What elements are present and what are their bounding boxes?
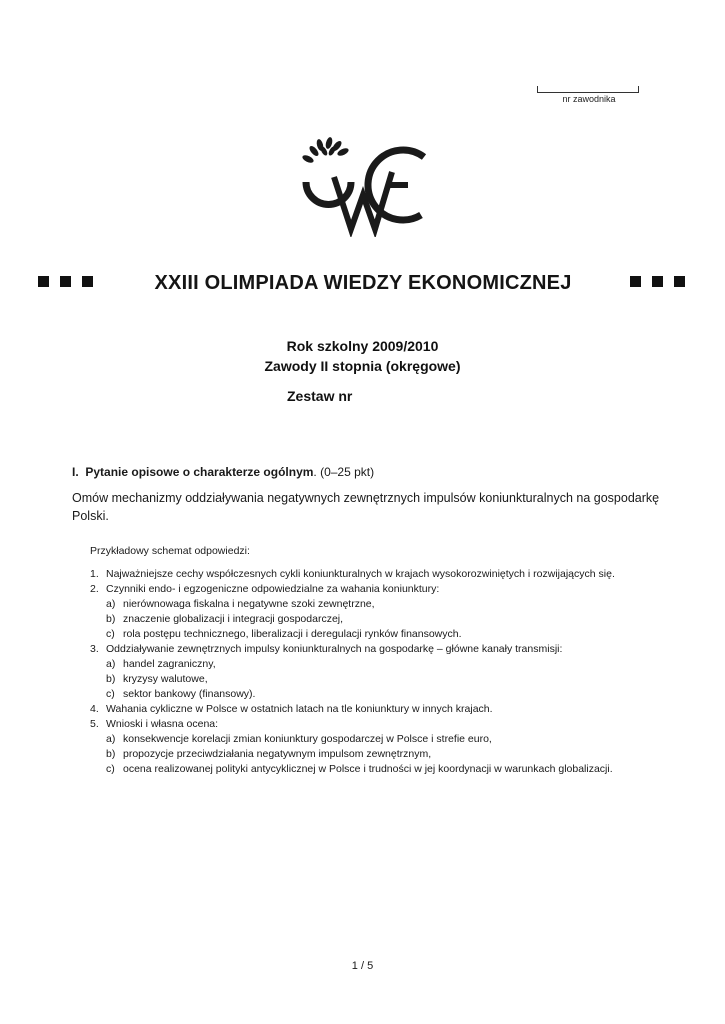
answer-schema-list — [90, 567, 690, 777]
question-heading — [72, 465, 374, 479]
sub-list-item — [90, 657, 690, 672]
question-points: . (0–25 pkt) — [313, 465, 375, 479]
sub-list-item — [90, 597, 690, 612]
competition-stage: Zawody II stopnia (okręgowe) — [264, 358, 461, 374]
title-row — [38, 272, 688, 300]
sub-item-letter: b) — [106, 673, 116, 685]
list-item-text: Wahania cykliczne w Polsce w ostatnich latach na tle koniunktury w innych krajach. — [106, 703, 493, 715]
sub-list-item — [90, 732, 690, 747]
sub-list-item — [90, 672, 690, 687]
sub-item-letter: b) — [106, 748, 116, 760]
page-title: XXIII OLIMPIADA WIEDZY EKONOMICZNEJ — [154, 272, 572, 294]
question-number: I. — [72, 465, 79, 479]
list-item — [90, 567, 690, 582]
decor-square-icon — [652, 276, 663, 287]
sub-list-item — [90, 687, 690, 702]
sub-item-letter: a) — [106, 658, 116, 670]
list-item-text: Najważniejsze cechy współczesnych cykli koniunkturalnych w krajach wysokorozwiniętych i rozwijających się. — [106, 568, 615, 580]
set-number-label: Zestaw nr — [287, 388, 353, 404]
list-item-number: 2. — [90, 583, 99, 595]
competitor-number-box — [537, 86, 639, 93]
schema-label: Przykładowy schemat odpowiedzi: — [90, 545, 250, 557]
question-text: Omów mechanizmy oddziaływania negatywnych zewnętrznych impulsów koniunkturalnych na gospodarkę Polski. — [72, 491, 660, 523]
sub-item-text: konsekwencje korelacji zmian koniunktury gospodarczej w Polsce i strefie euro, — [123, 733, 492, 745]
competitor-number-label: nr zawodnika — [562, 94, 616, 104]
sub-item-text: kryzysy walutowe, — [123, 673, 208, 685]
decor-square-icon — [674, 276, 685, 287]
sub-item-letter: c) — [106, 763, 115, 775]
sub-item-letter: b) — [106, 613, 116, 625]
sub-list-item — [90, 762, 690, 777]
list-item-text: Oddziaływanie zewnętrznych impulsy koniunkturalnych na gospodarkę – główne kanały transmisji: — [106, 643, 563, 655]
sub-list-item — [90, 747, 690, 762]
sub-list-item — [90, 612, 690, 627]
list-item — [90, 702, 690, 717]
owe-logo-icon — [296, 137, 431, 237]
sub-item-text: sektor bankowy (finansowy). — [123, 688, 256, 700]
sub-item-text: propozycje przeciwdziałania negatywnym impulsom zewnętrznym, — [123, 748, 432, 760]
sub-item-text: rola postępu technicznego, liberalizacji i deregulacji rynków finansowych. — [123, 628, 462, 640]
sub-item-text: ocena realizowanej polityki antycyklicznej w Polsce i trudności w jej koordynacji w warunkach globalizacji. — [123, 763, 613, 775]
list-item-number: 1. — [90, 568, 99, 580]
page-number: 1 / 5 — [351, 960, 374, 972]
list-item — [90, 717, 690, 732]
decor-square-icon — [630, 276, 641, 287]
list-item-text: Wnioski i własna ocena: — [106, 718, 219, 730]
sub-item-text: handel zagraniczny, — [123, 658, 216, 670]
sub-item-letter: c) — [106, 688, 115, 700]
school-year: Rok szkolny 2009/2010 — [286, 338, 439, 354]
sub-item-text: znaczenie globalizacji i integracji gospodarczej, — [123, 613, 344, 625]
list-item-number: 3. — [90, 643, 99, 655]
sub-item-letter: a) — [106, 733, 116, 745]
sub-item-text: nierównowaga fiskalna i negatywne szoki zewnętrzne, — [123, 598, 375, 610]
list-item-number: 4. — [90, 703, 99, 715]
list-item — [90, 582, 690, 597]
question-title: Pytanie opisowe o charakterze ogólnym — [85, 465, 314, 479]
sub-item-letter: a) — [106, 598, 116, 610]
list-item — [90, 642, 690, 657]
list-item-text: Czynniki endo- i egzogeniczne odpowiedzialne za wahania koniunktury: — [106, 583, 440, 595]
sub-list-item — [90, 627, 690, 642]
list-item-number: 5. — [90, 718, 99, 730]
sub-item-letter: c) — [106, 628, 115, 640]
